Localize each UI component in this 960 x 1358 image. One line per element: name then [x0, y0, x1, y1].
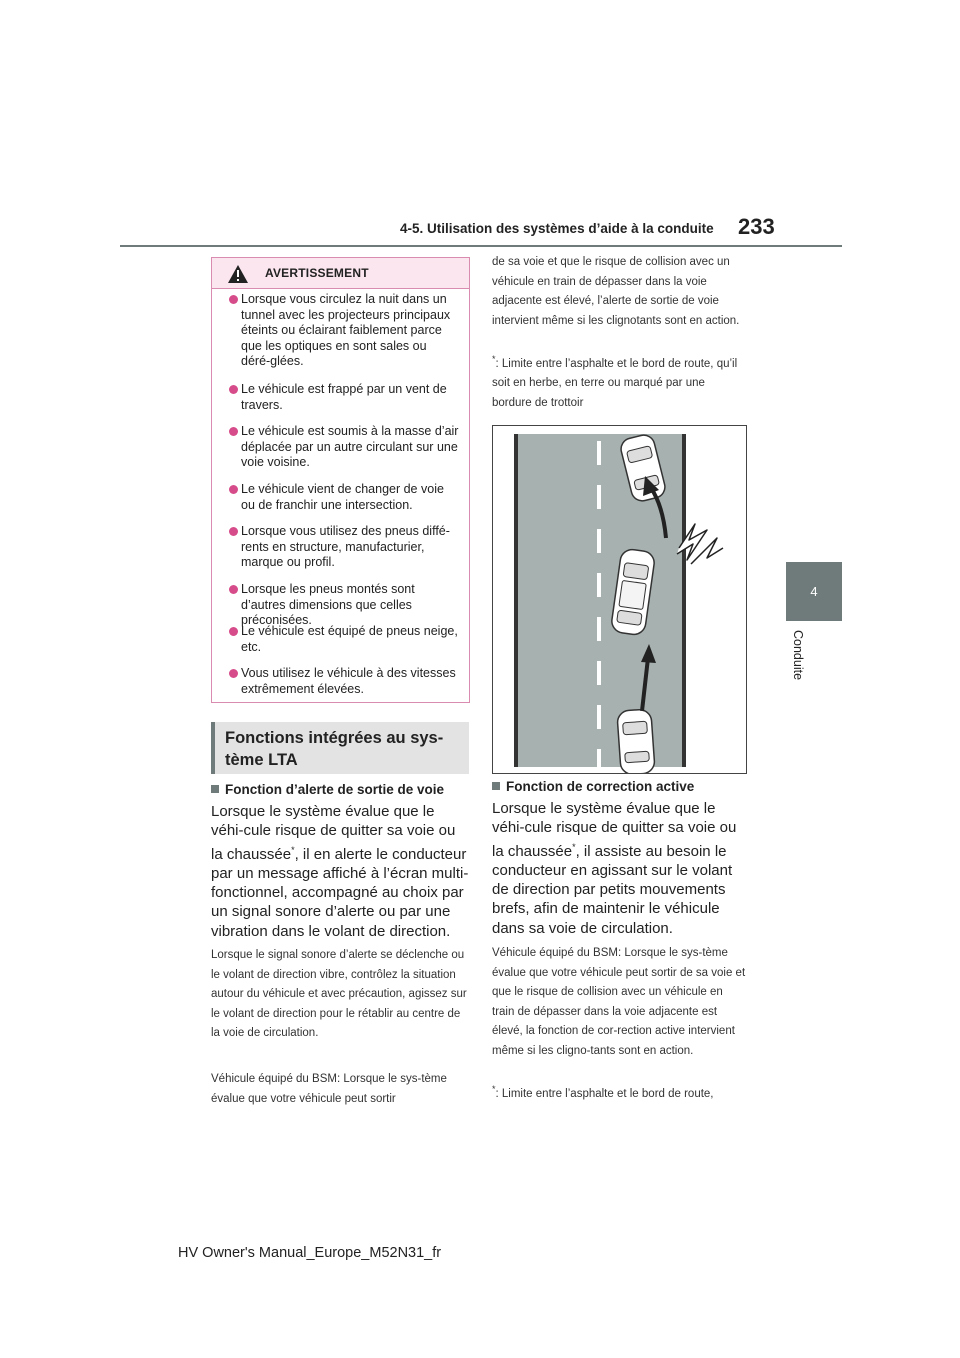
bullet-icon [229, 295, 238, 304]
subheading-lane-departure: Fonction d’alerte de sortie de voie [211, 782, 476, 797]
footnote-marker: * [572, 841, 576, 852]
car-bottom-icon [617, 709, 655, 773]
road-illustration [493, 426, 746, 773]
bullet-icon [229, 669, 238, 678]
body-paragraph: Lorsque le système évalue que le véhi-cule risque de quitter sa voie ou la chaussée*, il assiste au besoin le conducteur en agissant sur le volant de direction par petits mouvements brefs, afin de maintenir le véhicule dans sa voie de circulation. [492, 800, 737, 937]
small-paragraph: de sa voie et que le risque de collision avec un véhicule en train de dépasser dans la voie adjacente est élevé, l’alerte de sortie de voie intervient même si les clignotants sont en action. [492, 256, 740, 327]
footnote: *: Limite entre l’asphalte et le bord de route, qu’il soit en herbe, en terre ou marqué par une bordure de trottoir [492, 354, 738, 409]
small-paragraph: Véhicule équipé du BSM: Lorsque le sys-tème évalue que votre véhicule peut sortir [211, 1073, 447, 1105]
footer-text: HV Owner's Manual_Europe_M52N31_fr [178, 1245, 442, 1261]
warning-header [212, 258, 469, 289]
bullet-icon [229, 527, 238, 536]
bullet-icon [229, 385, 238, 394]
page-number: 233 [738, 214, 775, 239]
warning-item: Le véhicule est équipé de pneus neige, etc. [229, 624, 459, 655]
warning-item: Le véhicule vient de changer de voie ou de franchir une intersection. [229, 482, 459, 513]
section-heading: Fonctions intégrées au sys-tème LTA [211, 722, 469, 774]
subheading-active-correction: Fonction de correction active [492, 779, 747, 794]
running-header-title: 4-5. Utilisation des systèmes d’aide à la conduite [400, 221, 714, 236]
small-paragraph: Véhicule équipé du BSM: Lorsque le sys-tème évalue que votre véhicule peut sortir de sa voie et que le risque de collision avec un véhicule en train de dépasser dans la voie adjacente est élevé, la fonction de cor-rection active intervient même si les cligno-tants sont en action. [492, 947, 746, 1057]
chapter-tab-label: Conduite [791, 630, 805, 681]
warning-box [211, 257, 470, 703]
lane-diagram [492, 425, 747, 774]
body-paragraph: Lorsque le système évalue que le véhi-cule risque de quitter sa voie ou la chaussée*, il en alerte le conducteur par un message affiché à l’écran multi-fonctionnel, accompagné au choix par un signal sonore d’alerte ou par une vibration dans le volant de direction. [211, 803, 469, 940]
bullet-icon [229, 585, 238, 594]
header-rule [120, 245, 842, 247]
bullet-icon [229, 485, 238, 494]
bullet-icon [229, 627, 238, 636]
warning-item: Vous utilisez le véhicule à des vitesses extrêmement élevées. [229, 666, 459, 697]
warning-item: Le véhicule est soumis à la masse d’air déplacée par un autre circulant sur une voie voisine. [229, 424, 459, 471]
footnote: *: Limite entre l’asphalte et le bord de route, [492, 1084, 714, 1100]
bullet-icon [229, 427, 238, 436]
square-bullet-icon [211, 785, 219, 793]
square-bullet-icon [492, 782, 500, 790]
chapter-tab: 4 [786, 562, 842, 621]
warning-item: Le véhicule est frappé par un vent de travers. [229, 382, 459, 413]
warning-item: Lorsque vous utilisez des pneus diffé-rents en structure, manufacturier, marque ou profil. [229, 524, 459, 571]
footnote-marker: * [291, 844, 295, 855]
warning-item: Lorsque vous circulez la nuit dans un tunnel avec les projecteurs principaux éteints ou éclairant faiblement parce que les optiques en sont sales ou déré-glées. [229, 292, 459, 370]
warning-item: Lorsque les pneus montés sont d’autres dimensions que celles préconisées. [229, 582, 459, 629]
warning-triangle-icon [227, 264, 249, 284]
small-paragraph: Lorsque le signal sonore d’alerte se déclenche ou le volant de direction vibre, contrôlez la situation autour du véhicule et avec précaution, agissez sur le volant de direction pour le rétablir au centre de la voie de circulation. [211, 949, 467, 1039]
warning-title: AVERTISSEMENT [265, 266, 369, 280]
